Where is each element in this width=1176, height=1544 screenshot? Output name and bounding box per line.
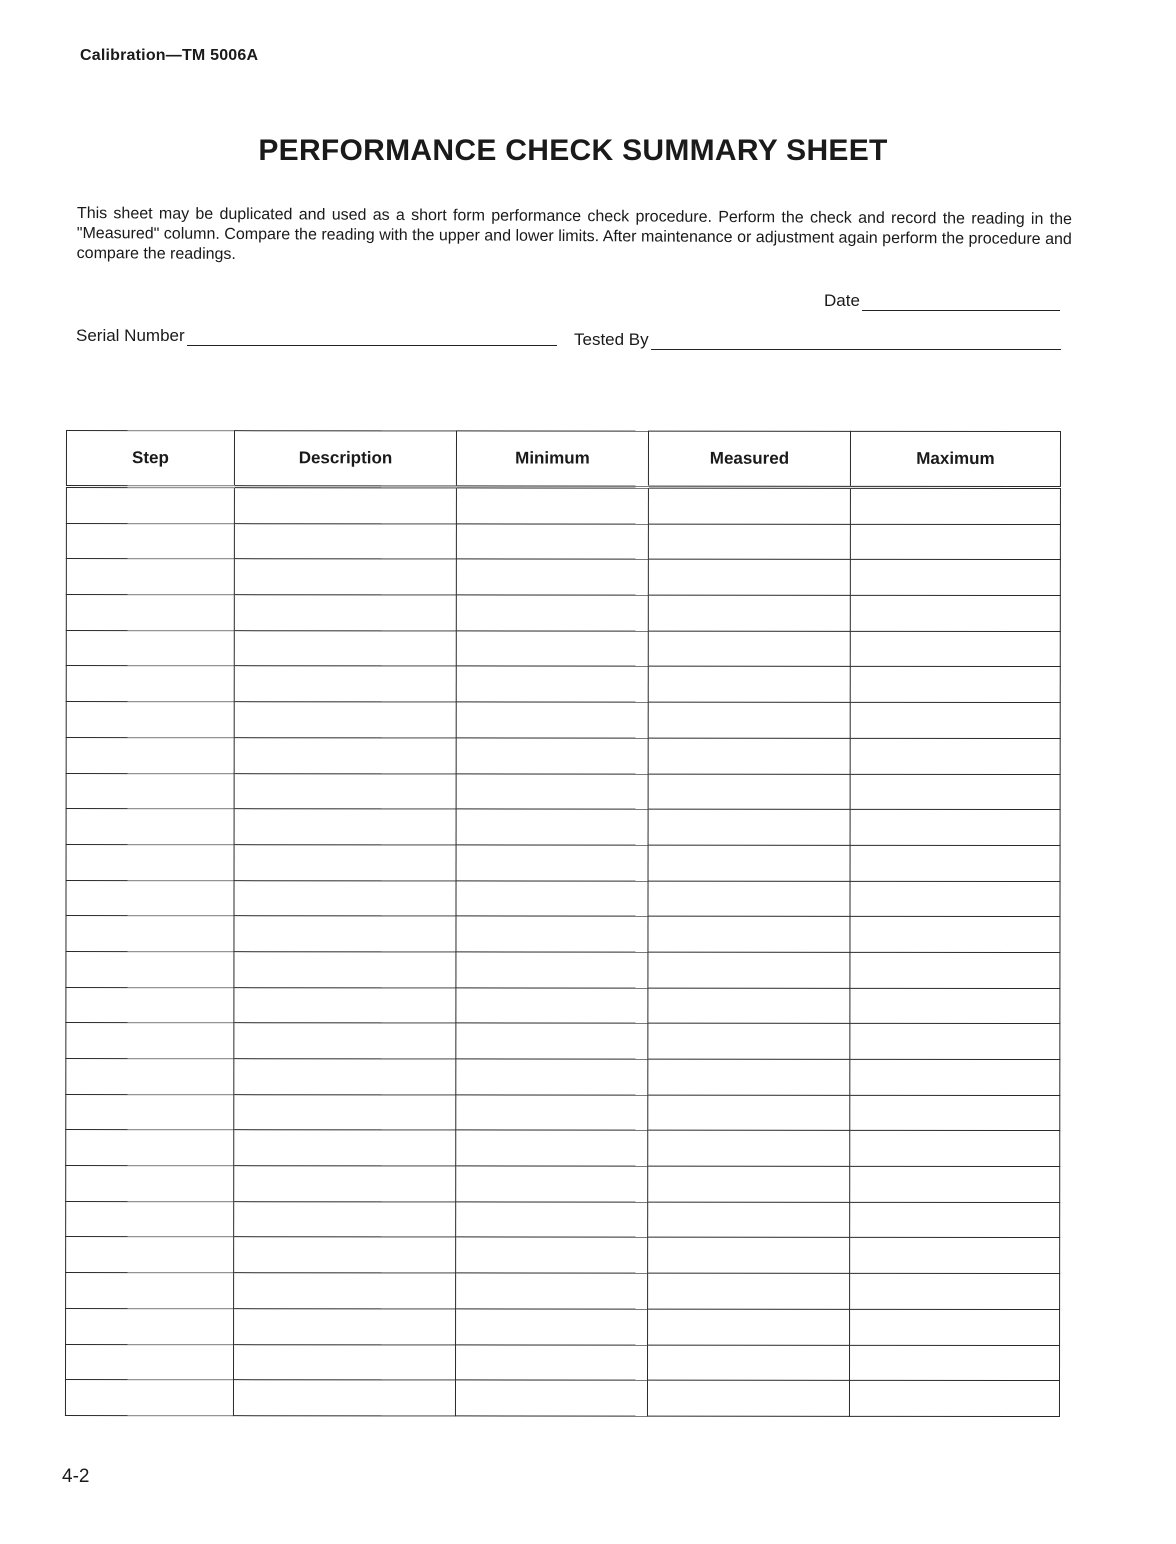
table-row: [66, 487, 1060, 525]
date-label: Date: [824, 291, 860, 310]
minimum-cell[interactable]: [456, 988, 648, 1024]
table-row: [66, 630, 1060, 667]
description-cell[interactable]: [234, 666, 456, 702]
description-cell[interactable]: [234, 559, 456, 595]
measured-cell[interactable]: [648, 809, 850, 845]
step-cell[interactable]: [66, 1166, 234, 1202]
maximum-cell[interactable]: [850, 1095, 1060, 1131]
maximum-cell[interactable]: [850, 1273, 1060, 1309]
description-cell[interactable]: [234, 809, 456, 845]
minimum-cell[interactable]: [456, 631, 648, 667]
step-cell[interactable]: [66, 773, 234, 809]
minimum-cell[interactable]: [456, 559, 648, 595]
minimum-cell[interactable]: [456, 809, 648, 845]
column-header-description: Description: [234, 431, 456, 487]
step-cell[interactable]: [66, 880, 234, 916]
performance-check-table: [65, 430, 1061, 1417]
description-cell[interactable]: [234, 487, 456, 524]
step-cell[interactable]: [66, 1130, 234, 1166]
table-body: [65, 487, 1060, 1417]
measured-cell[interactable]: [648, 916, 850, 952]
table-row: [66, 1023, 1060, 1060]
column-header-minimum: Minimum: [456, 431, 648, 487]
minimum-cell[interactable]: [456, 738, 648, 774]
description-cell[interactable]: [234, 880, 456, 916]
table-row: [66, 916, 1060, 953]
maximum-cell[interactable]: [850, 1059, 1060, 1095]
minimum-cell[interactable]: [456, 702, 648, 738]
measured-cell[interactable]: [648, 524, 850, 560]
minimum-cell[interactable]: [456, 1023, 648, 1059]
table-row: [66, 666, 1060, 703]
description-cell[interactable]: [234, 1309, 456, 1345]
description-cell[interactable]: [234, 773, 456, 809]
serial-number-blank-line[interactable]: [187, 327, 557, 346]
maximum-cell[interactable]: [850, 1202, 1060, 1238]
step-cell[interactable]: [66, 737, 234, 773]
maximum-cell[interactable]: [850, 917, 1060, 953]
step-cell[interactable]: [66, 702, 234, 738]
maximum-cell[interactable]: [850, 487, 1060, 524]
minimum-cell[interactable]: [456, 952, 648, 988]
table-row: [66, 1308, 1060, 1345]
maximum-cell[interactable]: [850, 1345, 1060, 1381]
table-row: [66, 523, 1060, 560]
description-cell[interactable]: [234, 1059, 456, 1095]
measured-cell[interactable]: [648, 1345, 850, 1381]
minimum-cell[interactable]: [456, 1273, 648, 1309]
measured-cell[interactable]: [647, 1380, 849, 1416]
step-cell[interactable]: [66, 630, 234, 666]
measured-cell[interactable]: [648, 1095, 850, 1131]
maximum-cell[interactable]: [850, 667, 1060, 703]
step-cell[interactable]: [66, 595, 234, 631]
table-row: [66, 880, 1060, 917]
date-blank-line[interactable]: [862, 292, 1060, 311]
measured-cell[interactable]: [648, 667, 850, 703]
description-cell[interactable]: [234, 595, 456, 631]
measured-cell[interactable]: [648, 1059, 850, 1095]
measured-cell[interactable]: [648, 1023, 850, 1059]
measured-cell[interactable]: [648, 1238, 850, 1274]
measured-cell[interactable]: [648, 738, 850, 774]
page-title: PERFORMANCE CHECK SUMMARY SHEET: [258, 134, 888, 167]
description-cell[interactable]: [233, 1380, 455, 1416]
serial-number-field: [76, 326, 557, 346]
minimum-cell[interactable]: [455, 1380, 647, 1416]
step-cell[interactable]: [66, 1201, 234, 1237]
description-cell[interactable]: [234, 738, 456, 774]
description-cell[interactable]: [234, 952, 456, 988]
description-cell[interactable]: [234, 702, 456, 738]
minimum-cell[interactable]: [456, 845, 648, 881]
tested-by-label: Tested By: [574, 330, 649, 349]
measured-cell[interactable]: [648, 1309, 850, 1345]
minimum-cell[interactable]: [456, 595, 648, 631]
page-number: 4-2: [62, 1466, 90, 1487]
table-row: [65, 1380, 1059, 1417]
maximum-cell[interactable]: [850, 738, 1060, 774]
table-row: [66, 1130, 1060, 1167]
table-row: [66, 737, 1060, 774]
description-cell[interactable]: [234, 523, 456, 559]
maximum-cell[interactable]: [850, 845, 1060, 881]
column-header-step: Step: [66, 431, 234, 487]
minimum-cell[interactable]: [456, 487, 648, 524]
step-cell[interactable]: [66, 987, 234, 1023]
table-row: [66, 1094, 1060, 1131]
tested-by-field: [574, 330, 1061, 350]
description-cell[interactable]: [234, 987, 456, 1023]
table-row: [66, 1344, 1060, 1381]
description-cell[interactable]: [234, 630, 456, 666]
step-cell[interactable]: [66, 1308, 234, 1344]
step-cell[interactable]: [66, 1273, 234, 1309]
table-header-row: [66, 431, 1060, 488]
date-field: [824, 291, 1060, 311]
maximum-cell[interactable]: [850, 631, 1060, 667]
table-row: [66, 1237, 1060, 1274]
column-header-maximum: Maximum: [850, 431, 1060, 487]
minimum-cell[interactable]: [456, 880, 648, 916]
step-cell[interactable]: [66, 809, 234, 845]
maximum-cell[interactable]: [850, 1131, 1060, 1167]
step-cell[interactable]: [66, 559, 234, 595]
step-cell[interactable]: [66, 1094, 234, 1130]
table-row: [66, 559, 1060, 596]
description-cell[interactable]: [234, 1023, 456, 1059]
table-row: [66, 773, 1060, 810]
measured-cell[interactable]: [648, 1131, 850, 1167]
maximum-cell[interactable]: [850, 702, 1060, 738]
measured-cell[interactable]: [648, 595, 850, 631]
measured-cell[interactable]: [648, 487, 850, 524]
description-cell[interactable]: [234, 1273, 456, 1309]
measured-cell[interactable]: [648, 881, 850, 917]
maximum-cell[interactable]: [850, 810, 1060, 846]
table-row: [66, 1273, 1060, 1310]
description-cell[interactable]: [234, 845, 456, 881]
minimum-cell[interactable]: [456, 524, 648, 560]
measured-cell[interactable]: [648, 1202, 850, 1238]
maximum-cell[interactable]: [850, 1309, 1060, 1345]
minimum-cell[interactable]: [456, 773, 648, 809]
minimum-cell[interactable]: [456, 1130, 648, 1166]
description-cell[interactable]: [234, 1201, 456, 1237]
step-cell[interactable]: [66, 951, 234, 987]
maximum-cell[interactable]: [850, 595, 1060, 631]
step-cell[interactable]: [66, 1059, 234, 1095]
table-row: [66, 951, 1060, 988]
description-cell[interactable]: [234, 1094, 456, 1130]
measured-cell[interactable]: [648, 988, 850, 1024]
measured-cell[interactable]: [648, 1166, 850, 1202]
minimum-cell[interactable]: [456, 1237, 648, 1273]
maximum-cell[interactable]: [850, 881, 1060, 917]
minimum-cell[interactable]: [456, 1059, 648, 1095]
minimum-cell[interactable]: [456, 1202, 648, 1238]
description-cell[interactable]: [234, 1237, 456, 1273]
table-row: [66, 1166, 1060, 1203]
maximum-cell[interactable]: [850, 1024, 1060, 1060]
minimum-cell[interactable]: [456, 666, 648, 702]
minimum-cell[interactable]: [456, 1166, 648, 1202]
step-cell[interactable]: [66, 487, 234, 524]
table-row: [66, 987, 1060, 1024]
minimum-cell[interactable]: [456, 1095, 648, 1131]
table-row: [66, 1201, 1060, 1238]
step-cell[interactable]: [65, 1380, 233, 1416]
measured-cell[interactable]: [648, 845, 850, 881]
step-cell[interactable]: [66, 1023, 234, 1059]
maximum-cell[interactable]: [850, 1166, 1060, 1202]
minimum-cell[interactable]: [456, 916, 648, 952]
intro-paragraph: This sheet may be duplicated and used as a short form performance check procedure. Perform the check and record the reading in the "Measured" column. Compare the reading with the upper and lower limits. After maintenance or adjustment again perform the procedure and compare the readings.: [76, 204, 1072, 263]
minimum-cell[interactable]: [456, 1309, 648, 1345]
measured-cell[interactable]: [648, 702, 850, 738]
description-cell[interactable]: [234, 1166, 456, 1202]
maximum-cell[interactable]: [850, 524, 1060, 560]
description-cell[interactable]: [234, 1344, 456, 1380]
maximum-cell[interactable]: [850, 774, 1060, 810]
measured-cell[interactable]: [648, 560, 850, 596]
measured-cell[interactable]: [648, 952, 850, 988]
measured-cell[interactable]: [648, 1273, 850, 1309]
table-row: [66, 595, 1060, 632]
description-cell[interactable]: [234, 1130, 456, 1166]
step-cell[interactable]: [66, 916, 234, 952]
step-cell[interactable]: [66, 844, 234, 880]
maximum-cell[interactable]: [850, 988, 1060, 1024]
table-row: [66, 1059, 1060, 1096]
step-cell[interactable]: [66, 666, 234, 702]
step-cell[interactable]: [66, 1344, 234, 1380]
table-row: [66, 702, 1060, 739]
table-row: [66, 809, 1060, 846]
running-head: Calibration—TM 5006A: [80, 47, 259, 64]
column-header-measured: Measured: [648, 431, 850, 487]
table-row: [66, 844, 1060, 881]
tested-by-blank-line[interactable]: [651, 331, 1061, 350]
measured-cell[interactable]: [648, 631, 850, 667]
minimum-cell[interactable]: [456, 1344, 648, 1380]
measured-cell[interactable]: [648, 774, 850, 810]
maximum-cell[interactable]: [850, 952, 1060, 988]
step-cell[interactable]: [66, 1237, 234, 1273]
serial-number-label: Serial Number: [76, 326, 185, 345]
maximum-cell[interactable]: [849, 1381, 1059, 1417]
description-cell[interactable]: [234, 916, 456, 952]
maximum-cell[interactable]: [850, 1238, 1060, 1274]
maximum-cell[interactable]: [850, 560, 1060, 596]
step-cell[interactable]: [66, 523, 234, 559]
